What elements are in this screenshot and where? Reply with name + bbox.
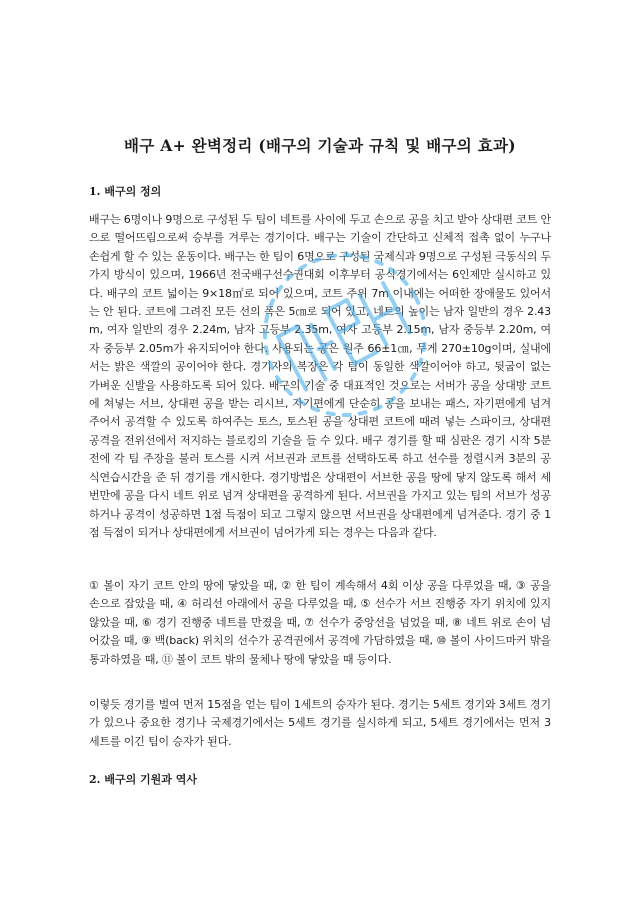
section-heading-definition: 1. 배구의 정의 — [89, 185, 162, 198]
document-title: 배구 A+ 완벽정리 (배구의 기술과 규칙 및 배구의 효과) — [124, 136, 516, 155]
paragraph-fault-list: ① 볼이 자기 코트 안의 땅에 닿았을 때, ② 한 팀이 계속해서 4회 이상 공을 다루었을 때, ③ 공을 손으로 잡았을 때, ④ 허리선 아래에서 공을 다루었을 때, ⑤ 선수가 서브 진행중 자기 위치에 있지 않았을 때, ⑥ 경기 진행중 네트를 만졌을 때, ⑦ 선수가 중앙선을 넘었을 때, ⑧ 네트 위로 손이 넘어갔을 때, ⑨ 백(back) 위치의 선수가 공격권에서 공격에 가담하였을 때, ⑩ 볼이 사이드마커 밖을 통과하였을 때, ⑪ 볼이 코트 밖의 물체나 땅에 닿았을 때 등이다. — [89, 579, 551, 666]
section-heading-history: 2. 배구의 기원과 역사 — [89, 773, 197, 786]
paragraph-set-rules: 이렇듯 경기를 벌여 먼저 15점을 얻는 팀이 1세트의 승자가 된다. 경기는 5세트 경기와 3세트 경기가 있으나 중요한 경기나 국제경기에서는 5세트 경기를 실시하게 되고, 5세트 경기에서는 먼저 3세트를 이긴 팀이 승자가 된다. — [89, 698, 551, 748]
paragraph-definition: 배구는 6명이나 9명으로 구성된 두 팀이 네트를 사이에 두고 손으로 공을 치고 받아 상대편 코트 안으로 떨어뜨림으로써 승부를 겨루는 경기이다. 배구는 기술이 간단하고 신체적 접촉 없이 누구나 손쉽게 할 수 있는 운동이다. 배구는 한 팀이 6명으로 구성된 국제식과 9명으로 구성된 극동식의 두 가지 방식이 있으며, 1966년 전국배구선수권대회 이후부터 공식경기에서는 6인제만 실시하고 있다. 배구의 코트 넓이는 9×18㎡로 되어 있으며, 코트 주위 7m 이내에는 어떠한 장애물도 있어서는 안 된다. 코트에 그려진 모든 선의 폭은 5㎝로 되어 있고, 네트의 높이는 남자 일반의 경우 2.43m, 여자 일반의 경우 2.24m, 남자 고등부 2.35m, 여자 고등부 2.15m, 남자 중등부 2.20m, 여자 중등부 2.05m가 유지되어야 한다. 사용되는 공은 원주 66±1㎝, 무게 270±10g이며, 실내에서는 밝은 색깔의 공이어야 한다. 경기자의 복장은 각 팀이 동일한 색깔이어야 하고, 뒷굽이 없는 가벼운 신발을 사용하도록 되어 있다. 배구의 기술 중 대표적인 것으로는 서버가 공을 상대방 코트에 쳐넣는 서브, 상대편 공을 받는 리시브, 자기편에게 단순히 공을 보내는 패스, 자기편에게 넘겨주어서 공격할 수 있도록 하여주는 토스, 토스된 공을 상대편 코트에 때려 넣는 스파이크, 상대편 공격을 전위선에서 저지하는 블로킹의 기술을 들 수 있다. 배구 경기를 할 때 심판은 경기 시작 5분전에 각 팀 주장을 불러 토스를 시켜 서브권과 코트를 선택하도록 하고 선수를 정렬시켜 3분의 공식연습시간을 준 뒤 경기를 개시한다. 경기방법은 상대편이 서브한 공을 땅에 닿지 않도록 해서 세 번만에 공을 다시 네트 위로 넘겨 상대편을 공격하게 된다. 서브권을 가지고 있는 팀의 서브가 성공하거나 공격이 성공하면 1점 득점이 되고 그렇지 않으면 서브권을 상대편에게 넘겨준다. 경기 중 1점 득점이 되거나 상대편에게 서브권이 넘어가게 되는 경우는 다음과 같다. — [89, 213, 551, 539]
